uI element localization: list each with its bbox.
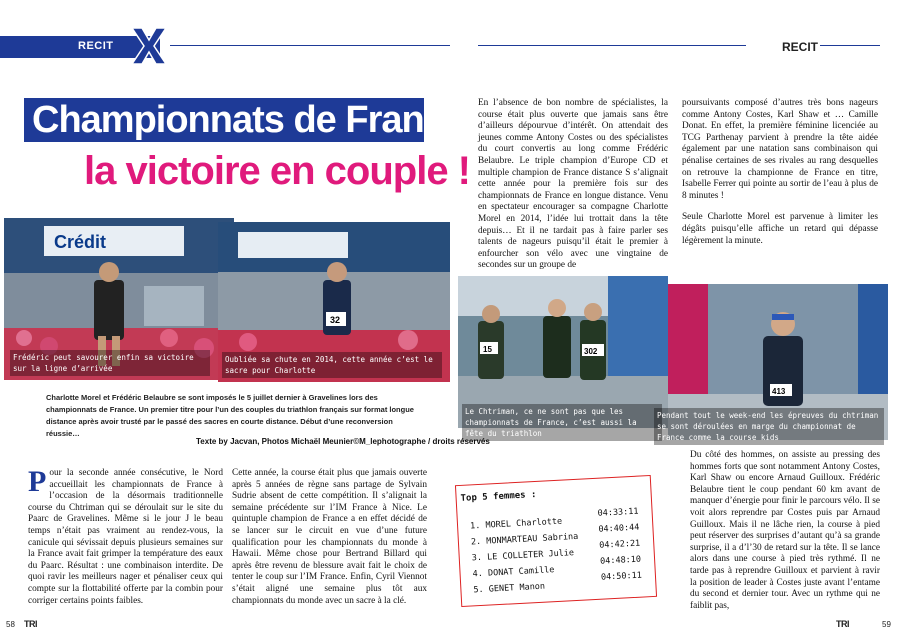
bib-number: 32 <box>330 315 341 325</box>
rubric-label-left: RECIT <box>78 40 114 52</box>
result-time: 04:50:11 <box>600 570 643 583</box>
credits-line: Texte by Jacvan, Photos Michaël Meunier©M_lephotographe / droits réservés <box>196 437 490 446</box>
photo-morel-finish <box>218 222 450 382</box>
top5-results-box <box>455 475 657 607</box>
headline-line2: la victoire en couple ! <box>84 149 471 193</box>
rubric-rule <box>170 45 450 46</box>
intro-paragraph: Charlotte Morel et Frédéric Belaubre se sont imposés le 5 juillet dernier à Gravelines lors des championnats de France. Un premier titre pour l’un des couples du triathlon français sur format longue distance après avoir trusté par le passé des sacres en courte distance. Début d’une reconversion réussie… <box>46 393 414 438</box>
photo-caption: Le Chtriman, ce ne sont pas que les championnats de France, c’est aussi la fête du triathlon <box>462 404 662 441</box>
brand-mark-left: TRI <box>24 619 37 629</box>
column-paragraph: Seule Charlotte Morel est parvenue à limiter les dégâts puisqu’elle affiche un retard qui dépasse légèrement la minute. <box>682 212 878 246</box>
top5-title: Top 5 femmes : <box>460 489 537 504</box>
rubric-label-right: RECIT <box>782 40 818 54</box>
page-number-left: 58 <box>6 620 15 629</box>
body-column-r1: En l’absence de bon nombre de spécialistes, la course était plus ouverte que jamais sans être d’ailleurs dépourvue d’intérêt. On attendait des jeunes comme Antony Costes ou des spécialistes du court convertis au long comme Frédéric Belaubre. Le triple champion d’Europe CD et multiple champion de France distance S s’alignait cette année pour la première fois sur des championnats de France en longue distance. Venu en spectateur encourager sa compagne Charlotte Morel en 2014, l’idée lui trottait dans la tête depuis… Et il ne tardait pas à faire parler ses talents de nageurs puisqu’il était le premier à enfourcher son vélo avec une vingtaine de secondes sur un groupe de <box>478 98 668 271</box>
result-time: 04:42:21 <box>599 538 641 551</box>
result-row: 2. MONMARTEAU Sabrina <box>470 531 579 548</box>
sign-text: Crédit <box>54 232 107 252</box>
x-logo-icon <box>128 26 170 66</box>
body-column-2: Cette année, la course était plus que jamais ouverte après 5 années de règne sans partage de Sylvain Sudrie absent de cette compétition. Il s’alignait la semaine précédente sur l’IM France à Nice. Le quintuple champion de France a en effet décidé de se lancer sur le circuit en vue d’une future qualification pour les championnats du monde à Hawaii. Même chose pour Bertrand Billard qui après être revenu de blessure avait fait le choix de tenter le coup sur l’IM France. Enfin, Cyril Viennot s’était aligné une semaine plus tôt aux championnats du monde avec un sacre à la clé. <box>232 468 427 606</box>
rubric-rule <box>820 45 880 46</box>
bib-number: 413 <box>772 387 786 396</box>
column-text: our la seconde année consécutive, le Nord accueillait les championnats de France à l’occasion de la désormais traditionnelle course du Chtriman qui se déroulait sur le site du Paarc de Gravelines. Même si le jour J le beau temps n’était pas vraiment au rendez-vous, la canicule qui sévissait depuis plusieurs semaines sur la France avait fait grimper la température des eaux du Paarc. Résultat : une combinaison interdite. De quoi ravir les meilleurs nager et pénaliser ceux qui compte sur la flottabilité offerte par la combin pour corriger certains points faibles. <box>28 468 223 606</box>
body-column-r3: Du côté des hommes, on assiste au pressing des hommes forts que sont notamment Antony Costes, Karl Shaw ou encore Arnaud Guilloux. Frédéric Belaubre tient le coup pendant 60 km avant de manquer d’énergie pour finir le parcours vélo. Il se voit alors reprendre par Costes puis par Arnaud Guilloux. Mais il ne lâche rien, la course à pied peut réserver des surprises d’autant qu’à sa grande surprise, il a d’l’30 de retard sur la tête. Il se lance alors dans une course à pied très rythmé. Il ne tarde pas à reprendre Guilloux et parvient à ravir la position de leader à Costes juste avant l’entame du second et dernier tour. Avec un rythme qui ne faiblit pas, <box>690 450 880 611</box>
page-number-right: 59 <box>882 620 891 629</box>
photo-caption: Frédéric peut savourer enfin sa victoire sur la ligne d’arrivée <box>10 350 210 376</box>
column-paragraph: poursuivants composé d’autres très bons nageurs comme Antony Costes, Karl Shaw et … Camille Donat. En effet, la première féminine licenciée au TCG Parthenay parvient à prendre la tête aidée également par une natation sans combinaison qui pénalise certaines de ses rivales au rang desquelles on retrouve la championne de France en titre, Isabelle Ferrer qui pointe au sortir de l’eau à plus de 8 minutes ! <box>682 98 878 201</box>
result-time: 04:48:10 <box>599 554 642 567</box>
body-column-r2 <box>682 98 878 247</box>
result-time: 04:40:44 <box>598 522 640 535</box>
photo-belaubre-finish <box>4 218 234 380</box>
dropcap: P <box>28 465 47 498</box>
photo-kids-race <box>657 284 888 442</box>
bib-number: 302 <box>584 347 598 356</box>
headline-line1: Championnats de France, <box>32 99 474 141</box>
result-row: 5. GENET Manon <box>473 581 546 596</box>
rubric-rule <box>478 45 746 46</box>
result-row: 3. LE COLLETER Julie <box>471 548 575 564</box>
brand-mark-right: TRI <box>836 619 849 629</box>
result-time: 04:33:11 <box>597 506 639 519</box>
result-row: 4. DONAT Camille <box>472 565 555 580</box>
photo-chtriman-runners <box>458 276 668 438</box>
photo-caption: Pendant tout le week-end les épreuves du chtriman se sont déroulées en marge du championnat de France comme la course kids <box>654 408 884 445</box>
body-column-1 <box>28 465 223 607</box>
photo-caption: Oubliée sa chute en 2014, cette année c’est le sacre pour Charlotte <box>222 352 442 378</box>
bib-number: 15 <box>483 345 492 354</box>
result-row: 1. MOREL Charlotte <box>469 516 563 532</box>
